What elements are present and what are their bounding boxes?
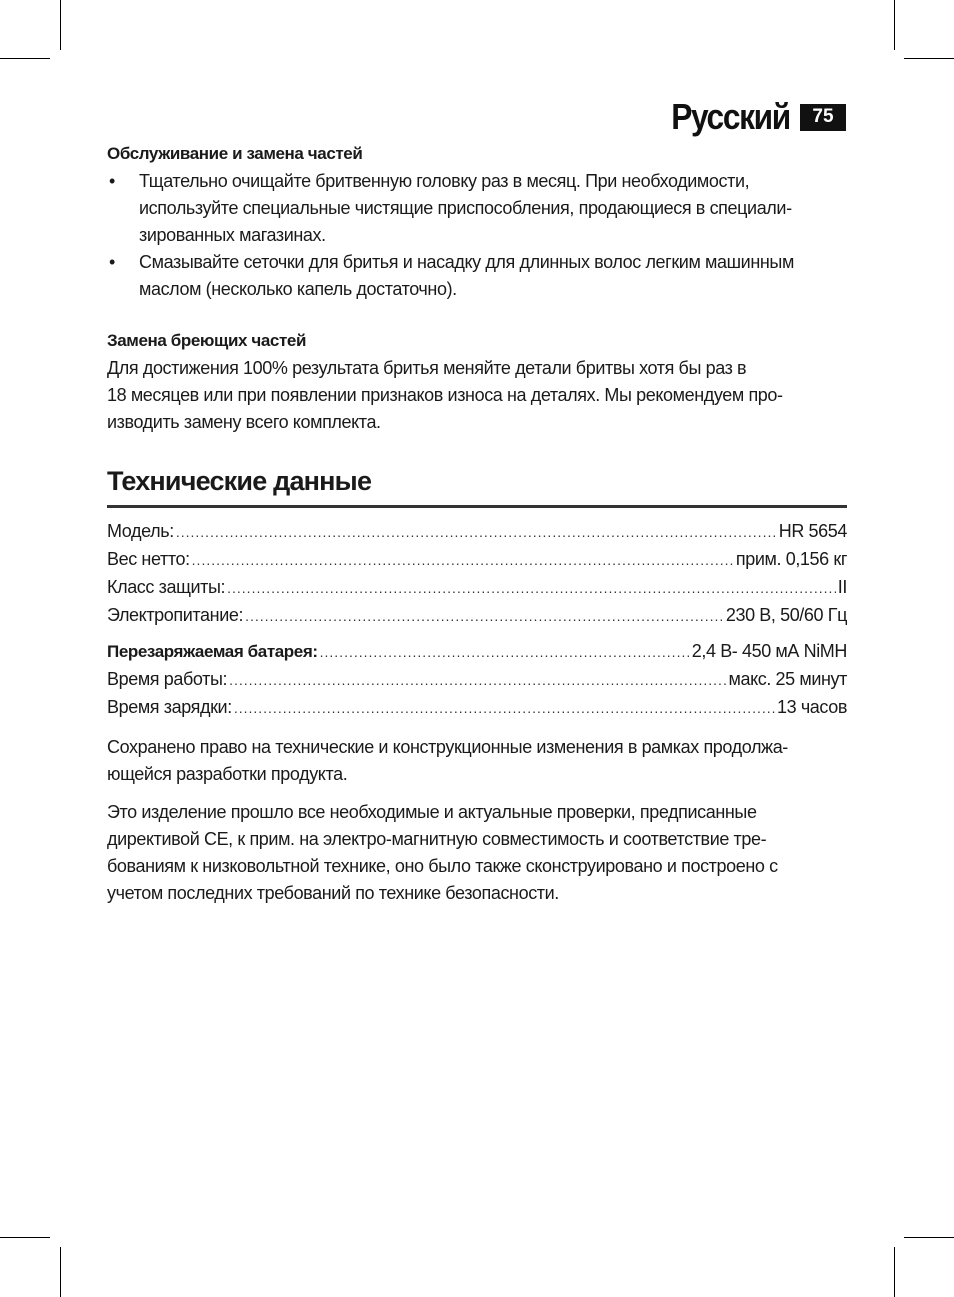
text-line: Это изделение прошло все необходимые и актуальные проверки, предписанные — [107, 802, 757, 822]
page-content — [107, 144, 847, 907]
crop-mark — [60, 0, 61, 50]
spec-label: Время работы: — [107, 669, 228, 689]
maintenance-heading: Обслуживание и замена частей — [107, 144, 363, 163]
spec-row-operating-time — [107, 666, 847, 694]
crop-mark — [904, 58, 954, 59]
spec-value: II — [837, 577, 847, 597]
text-line: 18 месяцев или при появлении признаков износа на деталях. Мы рекомендуем про- — [107, 385, 783, 405]
tech-data-heading: Технические данные — [107, 466, 372, 496]
spec-row-protection-class — [107, 574, 847, 602]
text-line: Смазывайте сеточки для бритья и насадку для длинных волос легким машинным — [139, 252, 794, 272]
spec-row-weight — [107, 546, 847, 574]
replacement-paragraph — [107, 355, 847, 436]
dot-leader — [176, 519, 777, 546]
dot-leader — [227, 575, 836, 602]
dot-leader — [229, 667, 726, 694]
heading-divider — [107, 505, 847, 508]
language-title: Русский — [671, 96, 790, 137]
text-line: Для достижения 100% результата бритья меняйте детали бритвы хотя бы раз в — [107, 358, 747, 378]
battery-spec-list — [107, 638, 847, 722]
text-line: учетом последних требований по технике безопасности. — [107, 883, 559, 903]
text-line: маслом (несколько капель достаточно). — [139, 279, 457, 299]
spec-row-power-supply — [107, 602, 847, 630]
spec-value: HR 5654 — [778, 521, 847, 541]
bullet-icon: • — [109, 252, 115, 272]
spec-row-battery — [107, 638, 847, 666]
spec-value: 230 В, 50/60 Гц — [725, 605, 847, 625]
text-line: зированных магазинах. — [139, 225, 326, 245]
crop-mark — [894, 1247, 895, 1297]
maintenance-list — [107, 168, 847, 303]
spec-label: Модель: — [107, 521, 174, 541]
spec-label: Перезаряжаемая батарея: — [107, 642, 318, 661]
text-line: директивой CE, к прим. на электро-магнитную совместимость и соответствие тре- — [107, 829, 767, 849]
list-item — [107, 249, 847, 303]
dot-leader — [320, 639, 690, 666]
bullet-icon: • — [109, 171, 115, 191]
spec-value: прим. 0,156 кг — [735, 549, 847, 569]
spec-row-charging-time — [107, 694, 847, 722]
spec-label: Электропитание: — [107, 605, 244, 625]
dot-leader — [245, 603, 724, 630]
list-item — [107, 168, 847, 249]
spec-label: Вес нетто: — [107, 549, 190, 569]
crop-mark — [904, 1237, 954, 1238]
text-line: используйте специальные чистящие приспособления, продающиеся в специали- — [139, 198, 792, 218]
crop-mark — [60, 1247, 61, 1297]
text-line: бованиям к низковольтной технике, оно было также сконструировано и построено с — [107, 856, 778, 876]
crop-mark — [0, 1237, 50, 1238]
text-line: Сохранено право на технические и конструкционные изменения в рамках продолжа- — [107, 737, 788, 757]
spec-list — [107, 518, 847, 630]
spec-value: 2,4 В- 450 мА NiMH — [691, 641, 847, 661]
text-line: ющейся разработки продукта. — [107, 764, 348, 784]
rights-paragraph — [107, 734, 847, 788]
crop-mark — [0, 58, 50, 59]
spec-label: Время зарядки: — [107, 697, 232, 717]
spec-row-model — [107, 518, 847, 546]
conformity-paragraph — [107, 799, 847, 907]
spec-label: Класс защиты: — [107, 577, 226, 597]
dot-leader — [192, 547, 734, 574]
crop-mark — [894, 0, 895, 50]
text-line: изводить замену всего комплекта. — [107, 412, 381, 432]
spec-value: 13 часов — [777, 697, 847, 717]
page-header — [655, 96, 846, 138]
page-number: 75 — [800, 104, 846, 131]
spec-value: макс. 25 минут — [728, 669, 847, 689]
text-line: Тщательно очищайте бритвенную головку раз в месяц. При необходимости, — [139, 171, 750, 191]
dot-leader — [234, 695, 775, 722]
replacement-heading: Замена бреющих частей — [107, 331, 307, 350]
